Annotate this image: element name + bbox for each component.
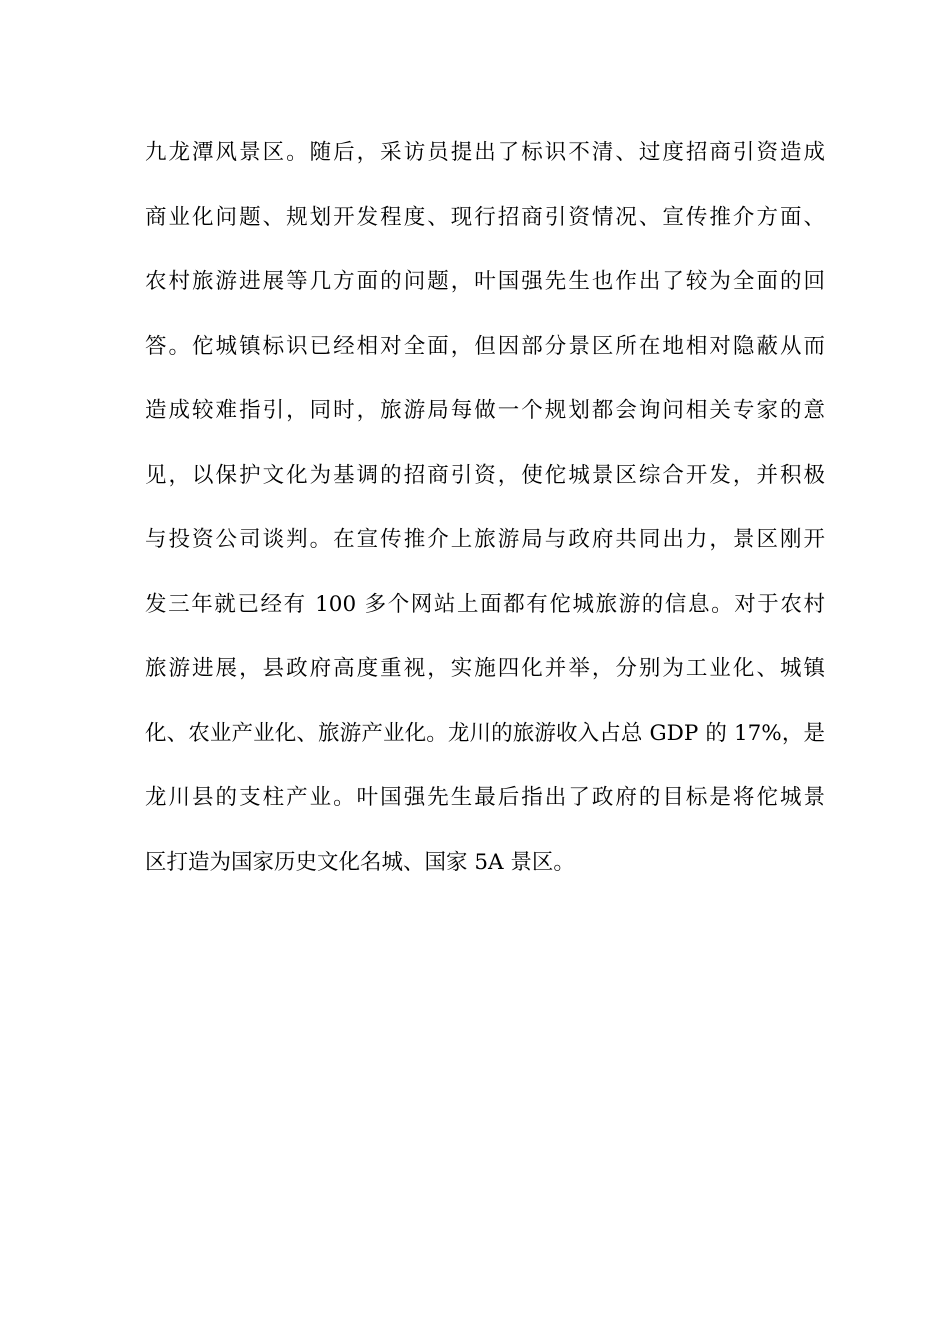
text-line-5: 造成较难指引，同时，旅游局每做一个规划都会询问相关专家的意 xyxy=(145,398,825,423)
text-line-8: 发三年就已经有 100 多个网站上面都有佗城旅游的信息。对于农村 xyxy=(145,591,825,617)
text-line-10: 化、农业产业化、旅游产业化。龙川的旅游收入占总 GDP 的 17%，是 xyxy=(145,720,825,746)
text-line-2: 商业化问题、规划开发程度、现行招商引资情况、宣传推介方面、 xyxy=(145,204,825,230)
text-line-9: 旅游进展，县政府高度重视，实施四化并举，分别为工业化、城镇 xyxy=(145,656,825,681)
text-line-4: 答。佗城镇标识已经相对全面，但因部分景区所在地相对隐蔽从而 xyxy=(145,333,825,359)
text-line-6: 见，以保护文化为基调的招商引资，使佗城景区综合开发，并积极 xyxy=(145,462,825,488)
text-line-11: 龙川县的支柱产业。叶国强先生最后指出了政府的目标是将佗城景 xyxy=(145,785,825,810)
text-line-3: 农村旅游进展等几方面的问题，叶国强先生也作出了较为全面的回 xyxy=(145,269,825,294)
body-paragraph xyxy=(145,131,825,905)
text-line-12: 区打造为国家历史文化名城、国家 5A 景区。 xyxy=(145,849,575,875)
text-line-1: 九龙潭风景区。随后，采访员提出了标识不清、过度招商引资造成 xyxy=(145,140,825,165)
text-line-7: 与投资公司谈判。在宣传推介上旅游局与政府共同出力，景区刚开 xyxy=(145,527,825,552)
